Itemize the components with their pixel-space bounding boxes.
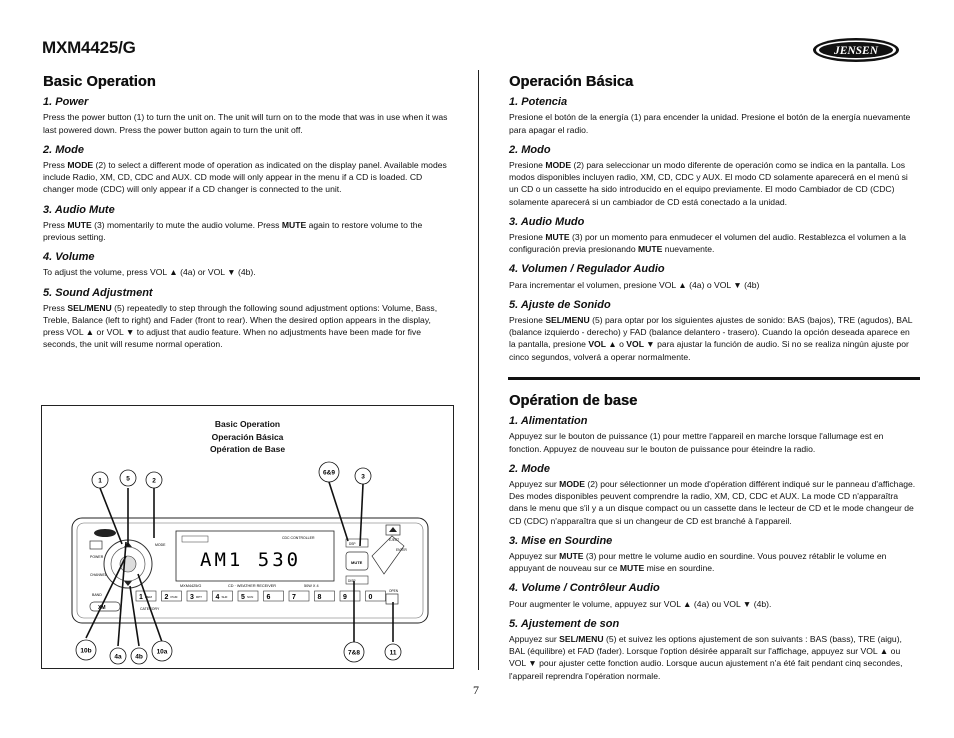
preset-label-7: 7: [292, 594, 296, 601]
callout-bottom-3: [152, 641, 172, 661]
panel-power-rating: 50W X 4: [304, 584, 319, 588]
figure-caption-fr: Opération de Base: [209, 444, 286, 454]
panel-enter-label: ENTER: [396, 548, 407, 552]
es-section-heading-5: 5. Ajuste de Sonido: [509, 298, 611, 311]
en-section-heading-5: 5. Sound Adjustment: [43, 286, 153, 299]
fr-section-heading-1: 1. Alimentation: [509, 415, 588, 428]
callout-bottom-0: [76, 640, 96, 660]
callout-top-4: [355, 468, 371, 484]
callout-bottom-2: [131, 648, 147, 664]
callout-label-bottom-1: 4a: [114, 653, 122, 661]
figure-caption-en: Basic Operation: [214, 419, 281, 429]
model-title: MXM4425/G: [42, 38, 136, 57]
display-readout: AM1 530: [200, 549, 302, 571]
panel-receiver-label: CD · WEATHER RECEIVER: [228, 584, 277, 588]
column-divider: [478, 70, 479, 670]
figure-caption-es: Operación Básica: [211, 431, 284, 442]
en-section-body-2: Press MODE (2) to select a different mode of operation as indicated on the display panel. Available modes include Radio, XM, CD, CDC and AUX. CD mode will only appear in the menu if a CD is loaded. CD changer mode (CDC) will only appear if a CD changer is connected to the unit.: [43, 160, 447, 195]
callout-label-bottom-2: 4b: [135, 653, 143, 661]
section-title-fr: Opération de base: [509, 393, 638, 409]
fr-section-body-5: Appuyez sur SEL/MENU (5) et suivez les options ajustement de son suivants : BAS (bass), TRE (aigu), BAL (équilibre) et FAD (fader). Lorsque l'option désirée apparaît sur l'affichage, appuyez sur VOL ▲ ou VOL ▼ pour ajuster cette fonction audio. Lorsque aucun ajustement n'a été fait pendant cinq secondes, l'appareil reprendra l'opération normale.: [509, 634, 903, 681]
preset-label-2: 2: [164, 594, 169, 601]
preset-tag-1: MEM: [145, 595, 152, 599]
es-section-body-5: Presione SEL/MENU (5) para optar por los siguientes ajustes de sonido: BAS (bajos), TRE (agudos), BAL (balance izquierdo - derecho) y FAD (balance delantero - trasero). Cuando la opción deseada aparece en la pantalla, presione VOL ▲ o VOL ▼ para ajustar la función de audio. Si no se realiza ningún ajuste por cinco segundos, volverá a operar normalmente.: [509, 315, 913, 362]
es-section-body-3: Presione MUTE (3) por un momento para enmudecer el volumen del audio. Restablezca el volumen a la configuración previa presionando MUTE nuevamente.: [509, 232, 906, 255]
jensen-logo: [812, 37, 900, 63]
french-sections: [509, 415, 917, 682]
callout-top-0: [92, 472, 108, 488]
callout-label-bottom-4: 7&8: [348, 649, 360, 657]
es-section-heading-4: 4. Volumen / Regulador Audio: [509, 263, 665, 276]
en-section-heading-3: 3. Audio Mute: [43, 203, 115, 216]
callout-bottom-4: [344, 642, 364, 662]
callout-top-1: [120, 470, 136, 486]
fr-section-body-1: Appuyez sur le bouton de puissance (1) pour mettre l'appareil en marche lorsque l'allumage est en fonction. Appuyez de nouveau sur le bouton de puissance pour éteindre la radio.: [509, 431, 884, 454]
faceplate-figure: [41, 405, 454, 669]
panel-open-label: OPEN: [389, 589, 399, 593]
panel-channel-label: CHANNEL: [90, 573, 107, 577]
fr-section-heading-3: 3. Mise en Sourdine: [509, 534, 613, 547]
en-section-body-1: Press the power button (1) to turn the unit on. The unit will turn on to the mode that was in use when it was last powered down. Press the power button again to turn the unit off.: [43, 112, 448, 135]
callout-label-top-4: 3: [361, 473, 365, 481]
es-section-heading-1: 1. Potencia: [509, 96, 568, 109]
callout-label-top-1: 5: [126, 475, 130, 483]
preset-label-1: 1: [139, 594, 143, 601]
callout-bottom-1: [110, 648, 126, 664]
en-section-heading-2: 2. Mode: [43, 143, 84, 156]
callout-label-top-3: 6&9: [323, 469, 335, 477]
es-section-heading-2: 2. Modo: [509, 143, 551, 156]
fr-section-heading-2: 2. Mode: [509, 462, 550, 475]
es-section-body-1: Presione el botón de la energía (1) para encender la unidad. Presione el botón de la energía nuevamente para apagar el radio.: [509, 112, 911, 135]
es-section-body-4: Para incrementar el volumen, presione VOL ▲ (4a) o VOL ▼ (4b): [509, 279, 760, 290]
section-title-es: Operación Básica: [509, 74, 634, 90]
panel-cdc-label: CDC CONTROLLER: [282, 536, 315, 540]
preset-label-0: 0: [368, 594, 373, 601]
fr-section-body-4: Pour augmenter le volume, appuyez sur VOL ▲ (4a) ou VOL ▼ (4b).: [509, 598, 772, 609]
fr-section-heading-4: 4. Volume / Contrôleur Audio: [509, 582, 660, 595]
panel-eject-label: EJECT: [389, 538, 400, 542]
preset-label-9: 9: [343, 594, 347, 601]
english-sections: [43, 96, 451, 350]
page-number: 7: [473, 683, 479, 697]
callout-label-top-2: 2: [152, 477, 156, 485]
preset-label-6: 6: [266, 594, 271, 601]
callout-top-3: [319, 462, 339, 482]
fr-section-heading-5: 5. Ajustement de son: [509, 617, 620, 630]
spanish-column: [509, 76, 917, 363]
callout-label-bottom-3: 10a: [156, 648, 168, 656]
french-column: [509, 395, 917, 682]
faceplate-diagram: [42, 406, 455, 670]
spanish-sections: [509, 96, 917, 363]
en-section-body-3: Press MUTE (3) momentarily to mute the audio volume. Press MUTE again to restore volume to the previous setting.: [43, 219, 423, 243]
panel-power-label: POWER: [90, 555, 104, 559]
panel-xm-label: XM: [98, 605, 106, 611]
es-section-body-2: Presione MODE (2) para seleccionar un modo diferente de operación como se indica en la pantalla. Los modos disponibles incluyen radio, XM, CD, CDC y AUX. El modo CD solamente aparecerá en el menú si un CD o un cassette ha sido introducido en el equipo previamente. El modo Cambiador de CD (CDC) solamente aparecerá si un cambiador de CD está conectado a la unidad.: [509, 160, 908, 207]
preset-tag-5: SCN: [247, 595, 254, 599]
logo-text: JENSEN: [833, 45, 879, 57]
callout-bottom-5: [385, 644, 401, 660]
callout-label-bottom-5: 11: [389, 649, 397, 657]
preset-label-4: 4: [215, 594, 220, 601]
en-section-heading-4: 4. Volume: [43, 251, 95, 264]
preset-tag-2: PGM: [170, 595, 178, 599]
panel-disp-label: DISP: [348, 579, 356, 583]
panel-dsp-label: DSP: [349, 542, 356, 546]
section-divider: [508, 377, 920, 380]
section-title-en: Basic Operation: [43, 74, 156, 90]
english-column: [43, 76, 451, 351]
fr-section-body-2: Appuyez sur MODE (2) pour sélectionner un mode d'opération différent indiqué sur le panneau d'affichage. Des modes disponibles peuvent comprendre la radio, XM, CD, CDC et AUX. La mode CD n'apparaîtra dans le menu que s'il y a un disque compact ou un cassette dans le lecteur de CD et le mode changeur de CD (CDC) n'apparaîtra que si un changeur de CD est branché à l'appareil.: [509, 479, 916, 526]
en-section-body-4: To adjust the volume, press VOL ▲ (4a) or VOL ▼ (4b).: [43, 267, 256, 278]
preset-label-8: 8: [317, 594, 322, 601]
panel-mute-label: MUTE: [351, 560, 363, 565]
callout-label-bottom-0: 10b: [80, 647, 92, 655]
panel-band-label: BAND: [92, 593, 102, 597]
panel-mode-label: MODE: [155, 543, 166, 547]
en-section-heading-1: 1. Power: [43, 96, 89, 109]
panel-model-label: MXM4425/G: [180, 584, 202, 588]
en-section-body-5: Press SEL/MENU (5) repeatedly to step through the following sound adjustment options: Volume, Bass, Treble, Balance (left to right) and Fader (front to rear). When the desired option appears in the display, press VOL ▲ or VOL ▼ to adjust that audio feature. When no adjustments have been made for five seconds, the unit will resume normal operation.: [43, 302, 438, 350]
callout-label-top-0: 1: [98, 477, 102, 485]
panel-category-label: CATEGORY: [140, 607, 160, 611]
es-section-heading-3: 3. Audio Mudo: [509, 215, 585, 228]
preset-label-5: 5: [241, 594, 245, 601]
preset-label-3: 3: [190, 594, 194, 601]
fr-section-body-3: Appuyez sur MUTE (3) pour mettre le volume audio en sourdine. Vous pouvez rétablir le volume en appuyant de nouveau sur ce MUTE mise en sourdine.: [509, 551, 887, 574]
callout-top-2: [146, 472, 162, 488]
preset-tag-3: RPT: [196, 595, 202, 599]
preset-tag-4: SHF: [221, 595, 228, 599]
